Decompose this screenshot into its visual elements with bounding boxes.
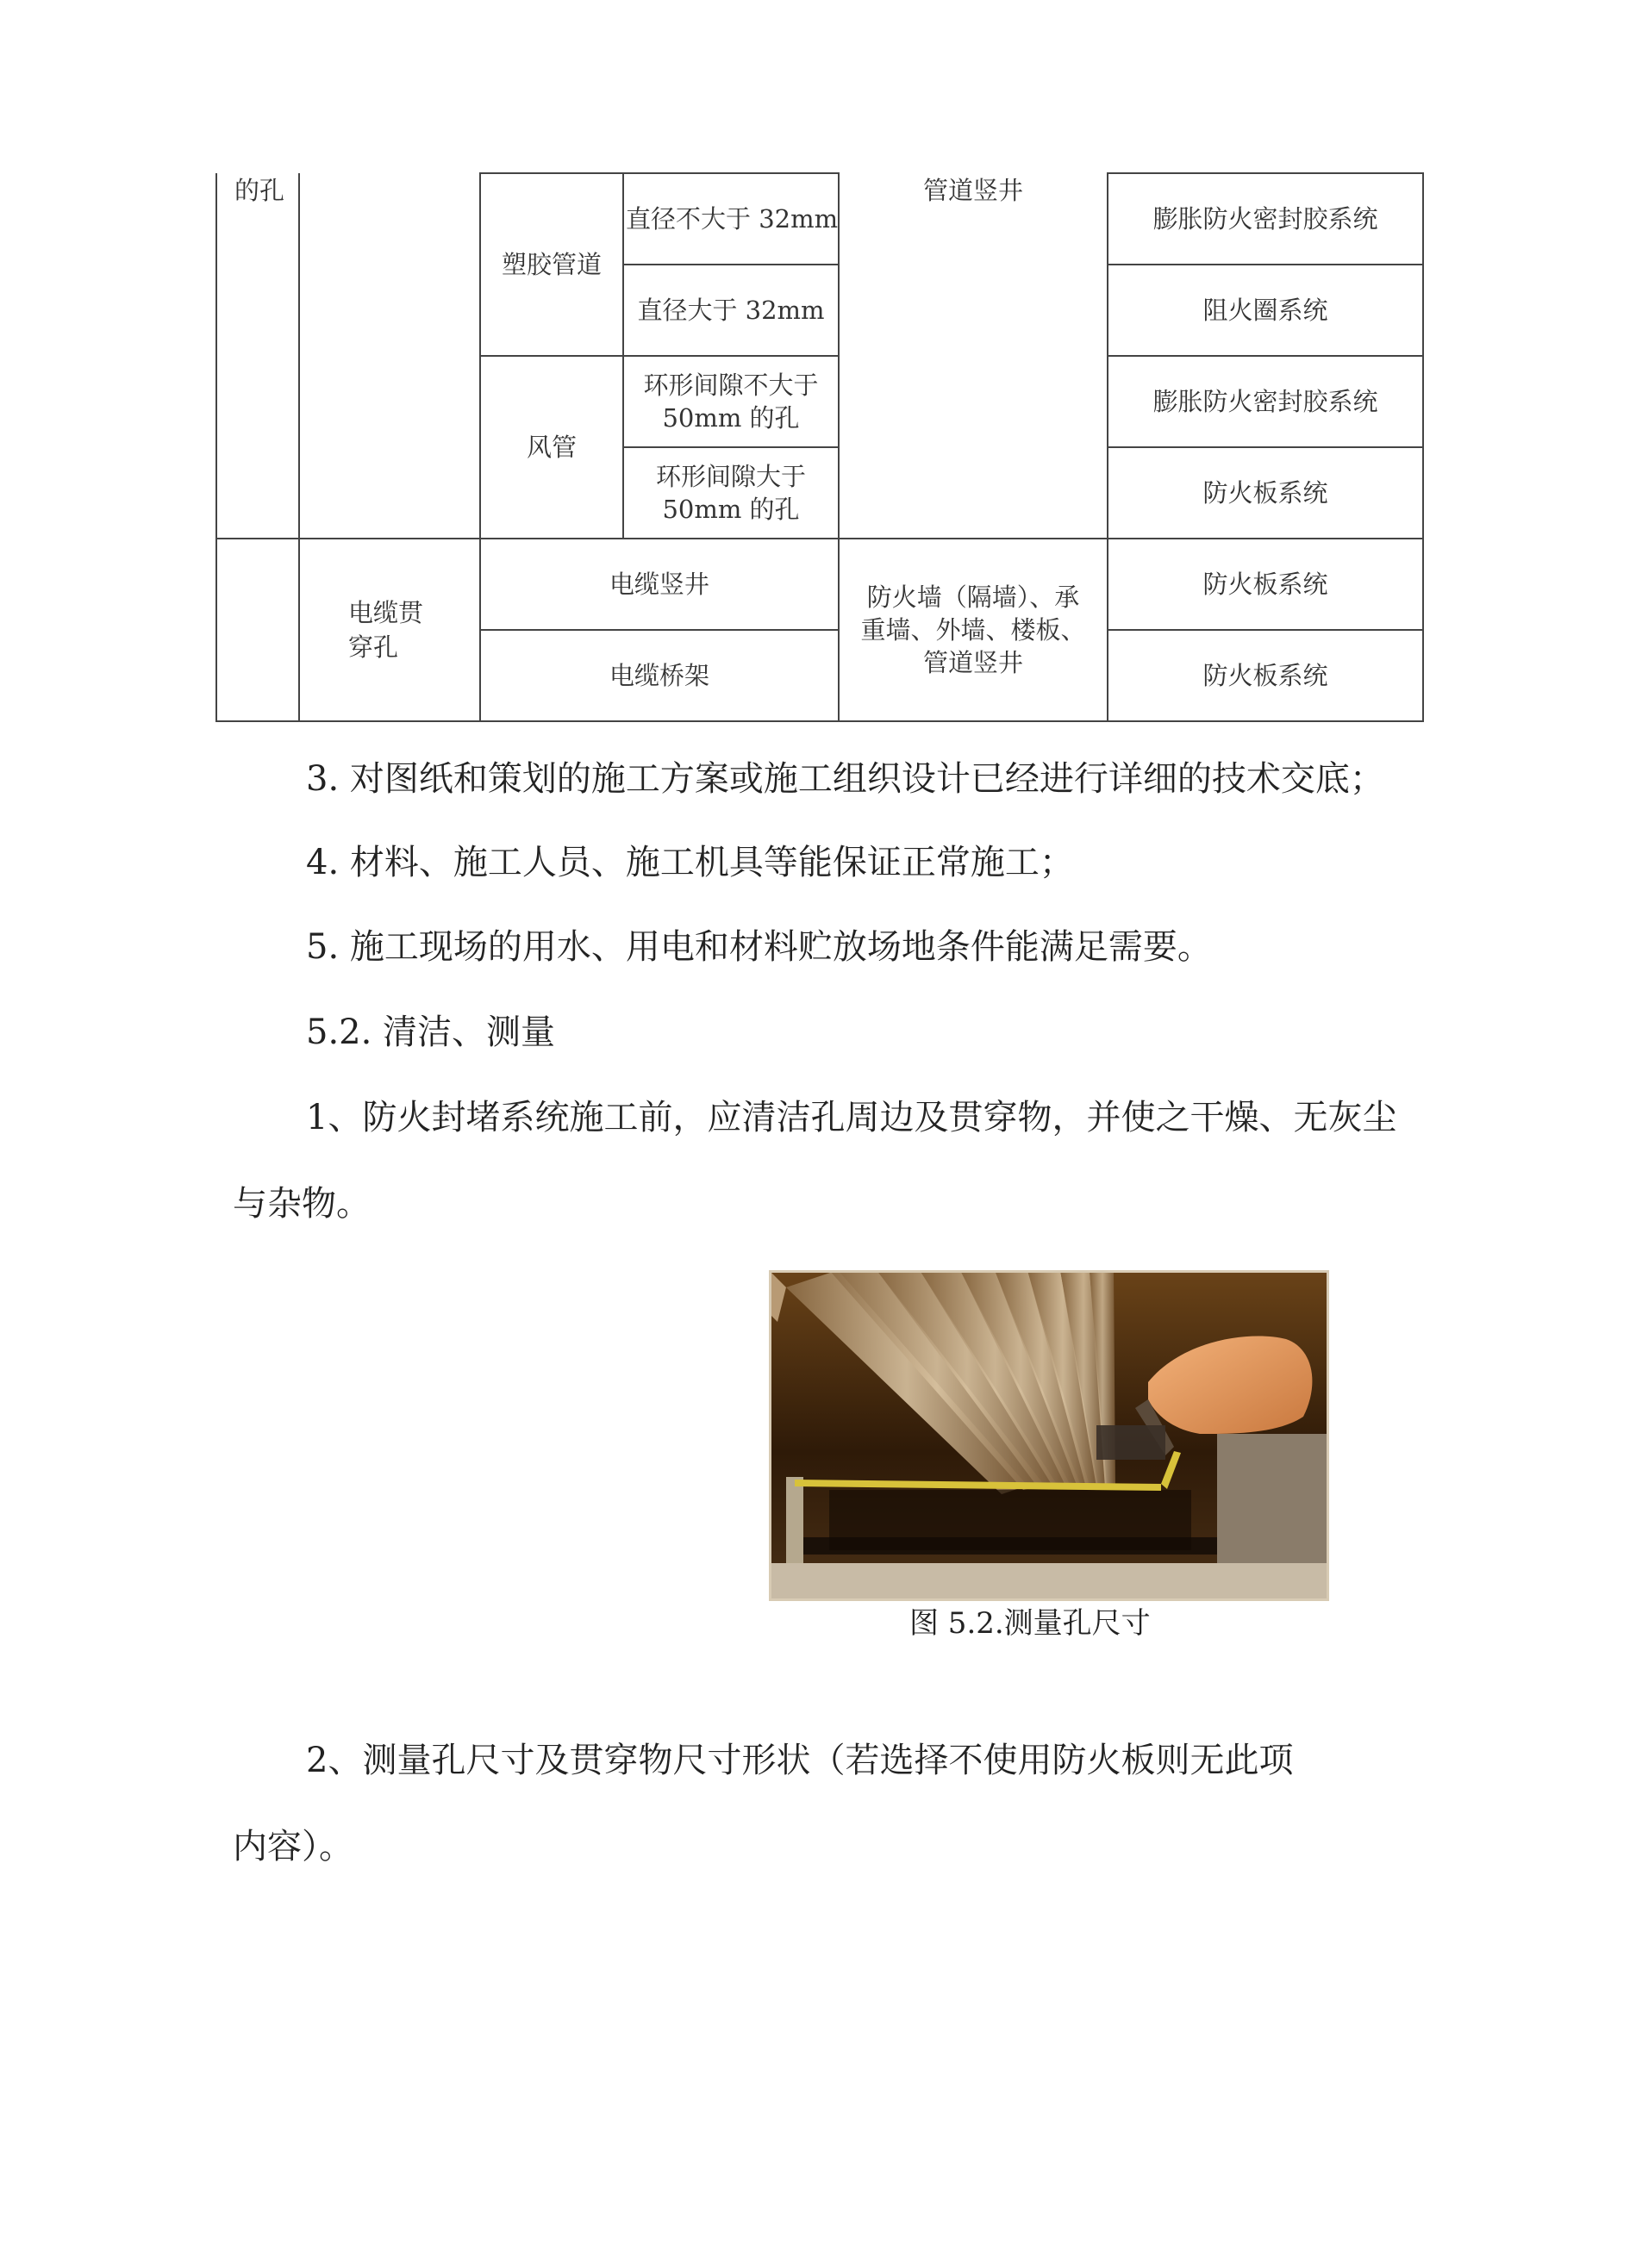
- table-cell-system-board-2: 防火板系统: [1108, 539, 1423, 630]
- table-cell-empty: [299, 173, 480, 539]
- firestop-spec-table: [215, 172, 1424, 722]
- table-cell-plastic-pipe: 塑胶管道: [480, 173, 623, 356]
- table-cell-pipe-shaft: [839, 173, 1108, 539]
- table-cell-duct: 风管: [480, 356, 623, 539]
- paragraph-item-3: 3. 对图纸和策划的施工方案或施工组织设计已经进行详细的技术交底；: [306, 759, 1384, 799]
- paragraph-item-4: 4. 材料、施工人员、施工机具等能保证正常施工；: [306, 843, 1074, 882]
- paragraph-step-1-line-2: 与杂物。: [233, 1184, 371, 1224]
- table-cell-system-sealant-2: 膨胀防火密封胶系统: [1108, 356, 1423, 447]
- table-cell-text: 管道竖井: [922, 176, 1023, 205]
- section-heading: 5.2. 清洁、测量: [306, 1012, 556, 1052]
- paragraph-step-2-line-1: 2、测量孔尺寸及贯穿物尺寸形状（若选择不使用防火板则无此项: [306, 1741, 1294, 1780]
- table-cell-cable-tray: 电缆桥架: [480, 630, 839, 721]
- table-cell-system-board-1: 防火板系统: [1108, 447, 1423, 539]
- paragraph-step-1-line-1: 1、防火封堵系统施工前，应清洁孔周边及贯穿物，并使之干燥、无灰尘: [306, 1098, 1397, 1137]
- table-cell-cable-hole: 电缆贯 穿孔: [299, 539, 480, 721]
- table-cell-text: 的孔: [234, 176, 285, 205]
- table-cell-walls: 防火墙（隔墙）、承 重墙、外墙、楼板、 管道竖井: [839, 539, 1108, 721]
- table-cell-system-sealant: 膨胀防火密封胶系统: [1108, 173, 1423, 265]
- table-cell-cable-shaft: 电缆竖井: [480, 539, 839, 630]
- table-cell-empty-left: [216, 539, 299, 721]
- paragraph-item-5: 5. 施工现场的用水、用电和材料贮放场地条件能满足需要。: [306, 927, 1212, 967]
- table-cell-gap-le-50: 环形间隙不大于 50mm 的孔: [623, 356, 839, 447]
- table-cell-hole-type: [216, 173, 299, 539]
- paragraph-step-2-line-2: 内容）。: [233, 1827, 353, 1866]
- figure-caption: 图 5.2.测量孔尺寸: [909, 1606, 1151, 1641]
- table-cell-diameter-le-32: 直径不大于 32mm: [623, 173, 839, 265]
- table-cell-diameter-gt-32: 直径大于 32mm: [623, 265, 839, 356]
- table-cell-system-ring: 阻火圈系统: [1108, 265, 1423, 356]
- table-cell-system-board-3: 防火板系统: [1108, 630, 1423, 721]
- table-cell-gap-gt-50: 环形间隙大于 50mm 的孔: [623, 447, 839, 539]
- measurement-photo: [769, 1270, 1329, 1601]
